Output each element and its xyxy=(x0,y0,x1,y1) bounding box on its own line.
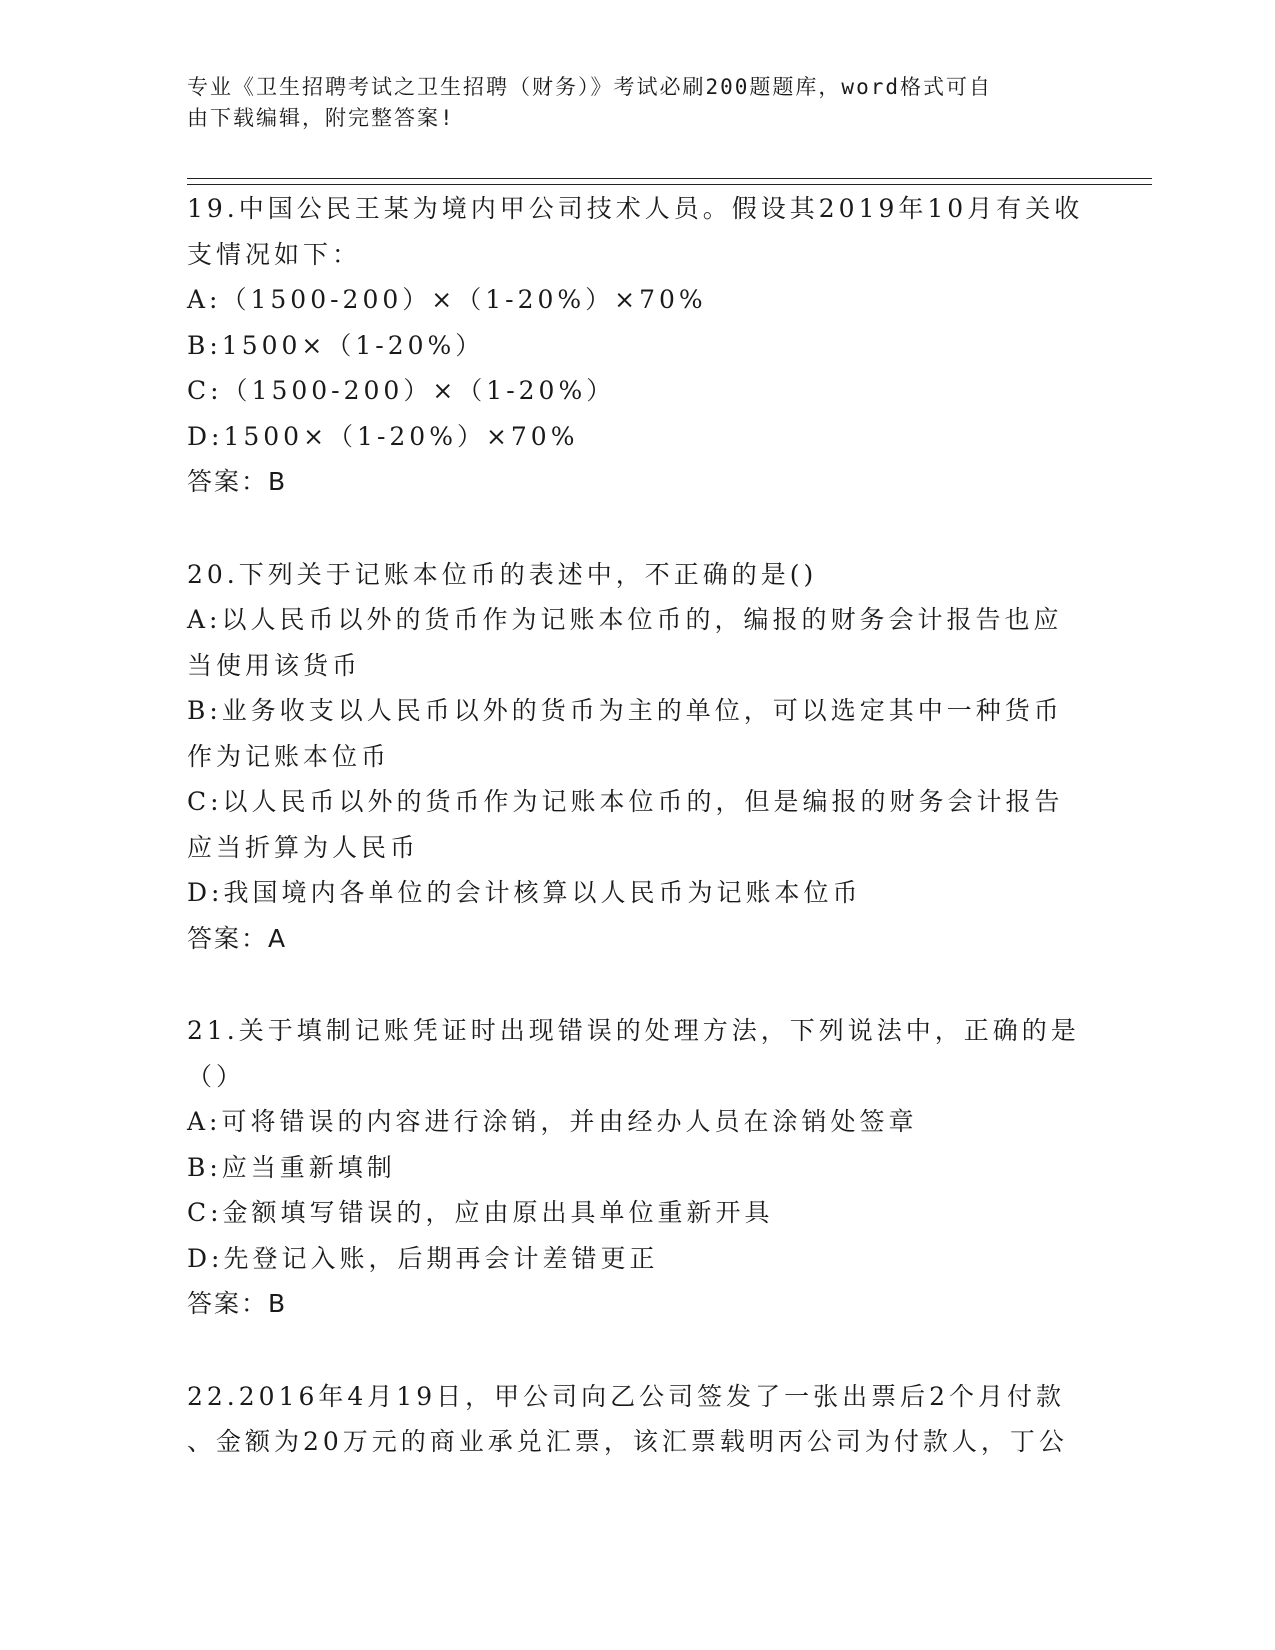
question-stem-line: 20.下列关于记账本位币的表述中，不正确的是() xyxy=(187,559,818,589)
question-block xyxy=(187,1374,1087,1465)
answer-line: 答案：A xyxy=(187,923,288,953)
header-divider-bottom xyxy=(187,184,1152,185)
document-header xyxy=(187,72,1067,134)
question-stem-line: 22.2016年4月19日，甲公司向乙公司签发了一张出票后2个月付款 xyxy=(187,1381,1066,1411)
option-line: 作为记账本位币 xyxy=(187,741,391,771)
option-line: D:我国境内各单位的会计核算以人民币为记账本位币 xyxy=(187,878,862,907)
option-line: D:1500×（1-20%）×70% xyxy=(187,421,579,451)
option-line: A:（1500-200）×（1-20%）×70% xyxy=(187,285,707,314)
answer-line: 答案：B xyxy=(187,1289,288,1318)
option-line: B:应当重新填制 xyxy=(187,1152,396,1182)
question-stem-line: 、金额为20万元的商业承兑汇票，该汇票载明丙公司为付款人，丁公 xyxy=(187,1427,1068,1456)
question-stem-line: （） xyxy=(187,1061,246,1091)
header-line-1: 专业《卫生招聘考试之卫生招聘（财务）》考试必刷200题题库，word格式可自 xyxy=(187,75,992,99)
question-block xyxy=(187,552,1087,962)
question-stem-line: 21.关于填制记账凭证时出现错误的处理方法，下列说法中，正确的是 xyxy=(187,1016,1080,1045)
option-line: 应当折算为人民币 xyxy=(187,832,420,862)
question-list xyxy=(187,186,1087,1512)
option-line: A:可将错误的内容进行涂销，并由经办人员在涂销处签章 xyxy=(187,1107,918,1136)
header-divider-top xyxy=(187,178,1152,179)
answer-line: 答案：B xyxy=(187,467,288,496)
header-line-2: 由下载编辑，附完整答案! xyxy=(187,106,455,130)
question-block xyxy=(187,1008,1087,1327)
option-line: C:金额填写错误的，应由原出具单位重新开具 xyxy=(187,1198,774,1227)
question-block xyxy=(187,186,1087,505)
option-line: 当使用该货币 xyxy=(187,650,362,680)
option-line: C:以人民币以外的货币作为记账本位币的，但是编报的财务会计报告 xyxy=(187,787,1064,816)
option-line: C:（1500-200）×（1-20%） xyxy=(187,376,616,405)
question-stem-line: 19.中国公民王某为境内甲公司技术人员。假设其2019年10月有关收 xyxy=(187,194,1084,223)
option-line: B:1500×（1-20%） xyxy=(187,330,485,360)
option-line: B:业务收支以人民币以外的货币为主的单位，可以选定其中一种货币 xyxy=(187,696,1063,725)
question-stem-line: 支情况如下： xyxy=(187,239,362,269)
option-line: D:先登记入账，后期再会计差错更正 xyxy=(187,1243,659,1273)
option-line: A:以人民币以外的货币作为记账本位币的，编报的财务会计报告也应 xyxy=(187,605,1063,634)
